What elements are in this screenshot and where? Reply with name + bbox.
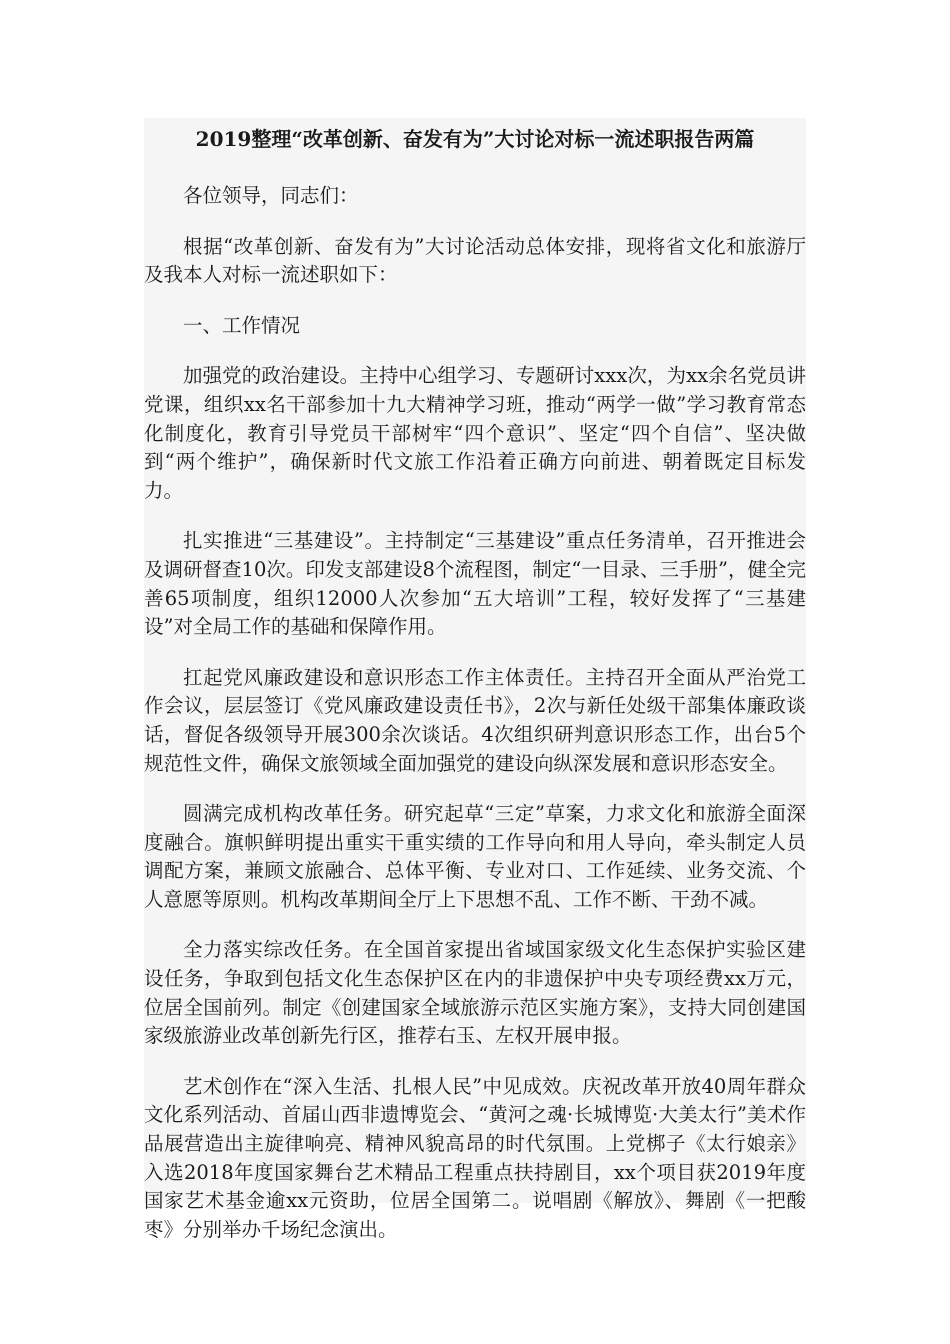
section-heading: 一、工作情况 (183, 313, 301, 337)
paragraph-political-building: 加强党的政治建设。主持中心组学习、专题研讨xxx次，为xx余名党员讲党课，组织xx名干部参加十九大精神学习班，推动“两学一做”学习教育常态化制度化，教育引导党员干部树牢“四个意识”、坚定“四个自信”、坚决做到“两个维护”，确保新时代文旅工作沿着正确方向前进、朝着既定目标发力。 (144, 364, 806, 502)
paragraph-intro: 根据“改革创新、奋发有为”大讨论活动总体安排，现将省文化和旅游厅及我本人对标一流述职如下： (144, 234, 806, 287)
paragraph-institutional-reform: 圆满完成机构改革任务。研究起草“三定”草案，力求文化和旅游全面深度融合。旗帜鲜明提出重实干重实绩的工作导向和用人导向，牵头制定人员调配方案，兼顾文旅融合、总体平衡、专业对口、工作延续、业务交流、个人意愿等原则。机构改革期间全厅上下思想不乱、工作不断、干劲不减。 (144, 802, 806, 911)
salutation: 各位领导，同志们： (183, 184, 359, 207)
paragraph-three-basics: 扎实推进“三基建设”。主持制定“三基建设”重点任务清单，召开推进会及调研督查10次。印发支部建设8个流程图，制定“一目录、三手册”，健全完善65项制度，组织12000人次参加“五大培训”工程，较好发挥了“三基建设”对全局工作的基础和保障作用。 (144, 529, 806, 639)
document-title: 2019整理“改革创新、奋发有为”大讨论对标一流述职报告两篇 (195, 127, 755, 151)
paragraph-comprehensive-reform: 全力落实综改任务。在全国首家提出省域国家级文化生态保护实验区建设任务，争取到包括文化生态保护区在内的非遗保护中央专项经费xx万元，位居全国前列。制定《创建国家全域旅游示范区实施方案》，支持大同创建国家级旅游业改革创新先行区，推荐右玉、左权开展申报。 (144, 938, 806, 1048)
paragraph-art-creation: 艺术创作在“深入生活、扎根人民”中见成效。庆祝改革开放40周年群众文化系列活动、首届山西非遗博览会、“黄河之魂·长城博览·大美太行”美术作品展营造出主旋律响亮、精神风貌高昂的时代氛围。上党梆子《太行娘亲》入选2018年度国家舞台艺术精品工程重点扶持剧目，xx个项目获2019年度国家艺术基金逾xx元资助，位居全国第二。说唱剧《解放》、舞剧《一把酸枣》分别举办千场纪念演出。 (144, 1074, 806, 1241)
document-body (144, 118, 806, 1241)
paragraph-integrity: 扛起党风廉政建设和意识形态工作主体责任。主持召开全面从严治党工作会议，层层签订《党风廉政建设责任书》，2次与新任处级干部集体廉政谈话，督促各级领导开展300余次谈话。4次组织研判意识形态工作，出台5个规范性文件，确保文旅领域全面加强党的建设向纵深发展和意识形态安全。 (144, 665, 806, 775)
